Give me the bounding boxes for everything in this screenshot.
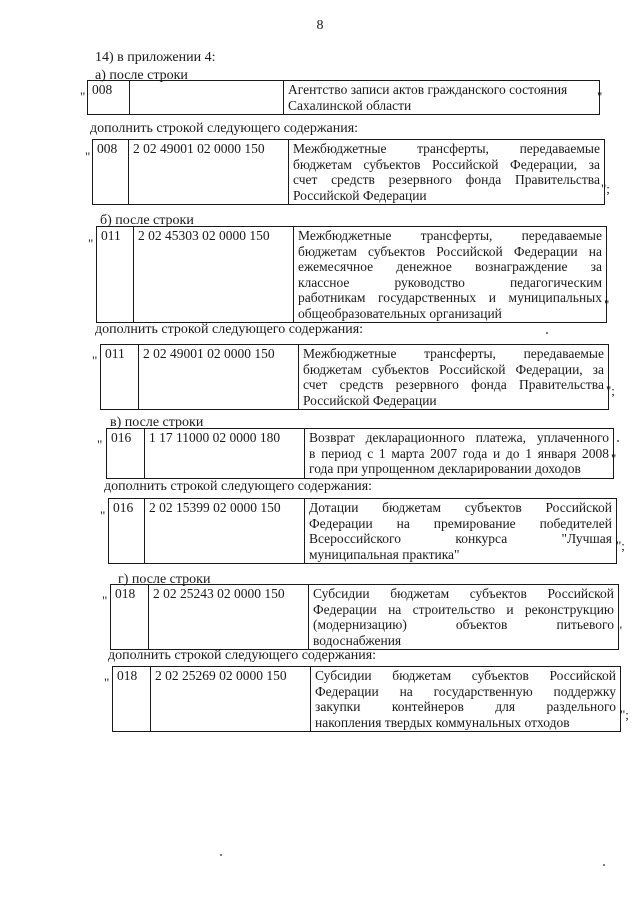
row-description <box>305 429 617 479</box>
row-code: 011 <box>101 345 139 410</box>
row-text-line: в период с 1 марта 2007 года и до 1 января 2008 <box>309 445 609 461</box>
block-label: в) после строки <box>110 415 204 430</box>
block-label: дополнить строкой следующего содержания: <box>95 322 364 337</box>
row-kbk: 2 02 45303 02 0000 150 <box>134 227 294 323</box>
row-text-line: Сахалинской области <box>288 97 412 113</box>
quote-open-mark: " <box>100 508 106 523</box>
row-text-line: Федерации на премирование победителей <box>309 515 612 531</box>
table-row <box>96 226 610 323</box>
quote-close-mark: " <box>604 297 610 312</box>
quote-open-mark: " <box>92 353 98 368</box>
table-row <box>106 428 617 479</box>
quote-open-mark: " <box>80 89 86 104</box>
row-kbk: 2 02 25243 02 0000 150 <box>149 585 309 650</box>
row-kbk: 1 17 11000 02 0000 180 <box>145 429 305 479</box>
row-text-line: бюджетам субъектов Российской Федерации, за <box>293 156 600 172</box>
row-text-line: Субсидии бюджетам субъектов Российской <box>315 668 616 683</box>
row-text-line: Субсидии бюджетам субъектов Российской <box>313 586 614 601</box>
row-description <box>309 585 619 650</box>
row-text-line: муниципальная практика" <box>309 546 460 562</box>
row-text-line: бюджетам субъектов Российской Федерации, за <box>303 361 604 377</box>
row-text-line: Всероссийского конкурса "Лучшая <box>309 531 612 546</box>
quote-close-mark: "; <box>616 538 625 553</box>
quote-close-mark: " <box>611 451 617 466</box>
row-kbk <box>130 81 284 115</box>
block-label: г) после строки <box>118 572 211 587</box>
block-label: дополнить строкой следующего содержания: <box>104 479 373 494</box>
row-text-line: Агентство записи актов гражданского состояния <box>288 82 568 97</box>
row-kbk: 2 02 15399 02 0000 150 <box>145 499 305 564</box>
row-description <box>294 227 610 323</box>
table-row <box>112 666 621 732</box>
row-text-line: водоснабжения <box>313 632 402 648</box>
row-text-line: счет средств резервного фонда Правительства <box>293 172 600 187</box>
row-text-line: ежемесячное денежное вознаграждение за <box>298 259 602 274</box>
row-description <box>289 140 605 205</box>
row-text-line: Российской Федерации <box>293 187 427 203</box>
row-code: 008 <box>88 81 130 115</box>
section-intro: 14) в приложении 4: <box>95 50 216 65</box>
row-description <box>299 345 609 410</box>
scan-speck <box>220 854 222 856</box>
table-row <box>108 498 617 564</box>
row-description <box>311 667 621 732</box>
row-text-line: года при упрощенном декларировании доходов <box>309 461 581 476</box>
block-label: дополнить строкой следующего содержания: <box>108 648 377 663</box>
quote-open-mark: " <box>104 675 110 690</box>
row-text-line: Межбюджетные трансферты, передаваемые <box>303 346 604 361</box>
quote-close-mark: " <box>617 623 623 638</box>
block-label: б) после строки <box>100 213 194 228</box>
row-text-line: счет средств резервного фонда Правительства <box>303 377 604 392</box>
quote-close-mark: "; <box>606 383 615 398</box>
row-text-line: бюджетам субъектов Российской Федерации на <box>298 243 602 259</box>
row-kbk: 2 02 49001 02 0000 150 <box>139 345 299 410</box>
scan-speck <box>603 864 605 866</box>
row-text-line: (модернизацию) объектов питьевого <box>313 617 614 632</box>
row-text-line: Российской Федерации <box>303 392 437 408</box>
row-description <box>305 499 617 564</box>
row-text-line: Дотации бюджетам субъектов Российской <box>309 500 612 515</box>
row-code: 016 <box>107 429 145 479</box>
row-code: 011 <box>97 227 134 323</box>
quote-open-mark: " <box>97 437 103 452</box>
row-code: 016 <box>109 499 145 564</box>
row-code: 018 <box>111 585 149 650</box>
quote-close-mark: "; <box>601 181 610 196</box>
row-text-line: классное руководство педагогическим <box>298 274 602 290</box>
scan-speck <box>617 440 619 442</box>
scan-speck <box>546 332 548 334</box>
row-text-line: Федерации на государственную поддержку <box>315 683 616 699</box>
row-description <box>284 81 603 115</box>
row-text-line: работникам государственных и муниципальных <box>298 290 602 305</box>
row-text-line: Возврат декларационного платежа, уплаченного <box>309 430 609 445</box>
row-kbk: 2 02 25269 02 0000 150 <box>151 667 311 732</box>
row-code: 008 <box>93 140 129 205</box>
row-code: 018 <box>113 667 151 732</box>
table-row <box>110 584 619 650</box>
row-text-line: накопления твердых коммунальных отходов <box>315 714 570 730</box>
row-text-line: Федерации на строительство и реконструкцию <box>313 601 614 617</box>
table-row <box>87 80 603 115</box>
row-text-line: Межбюджетные трансферты, передаваемые <box>293 141 600 156</box>
quote-close-mark: " <box>597 89 603 104</box>
quote-open-mark: " <box>88 236 94 251</box>
quote-close-mark: "; <box>620 707 629 722</box>
quote-open-mark: " <box>102 593 108 608</box>
block-label: дополнить строкой следующего содержания: <box>90 121 359 136</box>
row-kbk: 2 02 49001 02 0000 150 <box>129 140 289 205</box>
row-text-line: Межбюджетные трансферты, передаваемые <box>298 228 602 243</box>
quote-open-mark: " <box>85 149 91 164</box>
block-label: а) после строки <box>95 68 188 83</box>
row-text-line: общеобразовательных организаций <box>298 305 502 321</box>
row-text-line: закупки контейнеров для раздельного <box>315 699 616 714</box>
table-row <box>92 139 605 205</box>
table-row <box>100 344 609 410</box>
page-number: 8 <box>316 18 324 33</box>
